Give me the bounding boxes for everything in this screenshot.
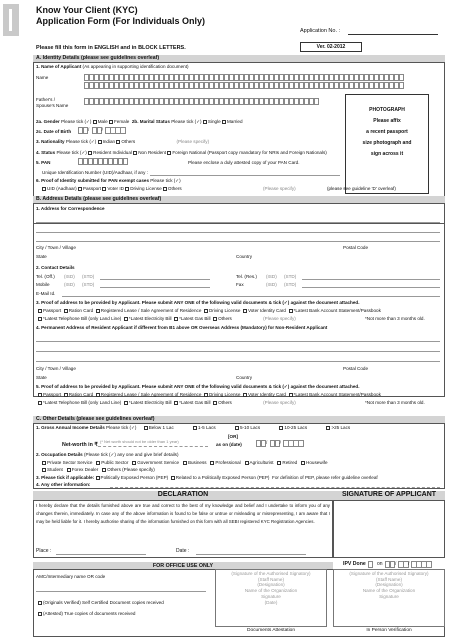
mobile-std: (STD) bbox=[82, 282, 95, 287]
ipv-date-cells[interactable]: / / bbox=[385, 561, 431, 568]
spouse-label: Spouse's Name bbox=[36, 103, 69, 108]
doc5-passport-checkbox[interactable] bbox=[38, 393, 42, 397]
fax-input[interactable] bbox=[302, 287, 440, 288]
ipv-signatory-line: (Signature of the Authorised Signatory) bbox=[349, 571, 429, 576]
signature-box[interactable] bbox=[333, 500, 445, 558]
address-line-3[interactable] bbox=[36, 241, 440, 242]
doc3-gas-checkbox[interactable] bbox=[174, 317, 178, 321]
dob-label: 2c. Date of Birth bbox=[36, 129, 72, 134]
documents-attestation-caption: Documents Attestation bbox=[247, 628, 295, 633]
proof-address-3-row2: *Latest Telephone Bill (only Land Line) *Latest Electricity Bill *Latest Gas Bill Others (Please specify) bbox=[38, 316, 296, 321]
doc5-age-note: *Not more than 3 months old. bbox=[365, 400, 425, 405]
doc5-ration-checkbox[interactable] bbox=[64, 393, 68, 397]
fax-label: Fax bbox=[236, 282, 244, 287]
proof-address-3-row1: Passport Ration Card Registered Lease / Sale Agreement of Residence Driving License Voter Identity Card *Latest Bank Account Statement/Passbook bbox=[38, 308, 381, 313]
mobile-label: Mobile bbox=[36, 282, 50, 287]
marital-single-checkbox[interactable] bbox=[203, 120, 207, 124]
pep-related-checkbox[interactable] bbox=[171, 476, 175, 480]
ipv-designation-line: (Designation) bbox=[375, 582, 403, 588]
country-label: Country bbox=[236, 254, 253, 259]
attest-date-line: (Date) bbox=[264, 599, 278, 605]
perm-country-label: Country bbox=[236, 375, 253, 380]
tel-off-input[interactable] bbox=[100, 279, 210, 280]
name-of-applicant-label: 1. Name of Applicant (As appearing in supporting identification document) bbox=[36, 64, 189, 69]
pan-input-cells[interactable] bbox=[78, 158, 128, 165]
proof-identity-options: UID (Aadhaar) Passport Voter ID Driving License Others (Please specify) (please see guideline 'D' overleaf) bbox=[42, 186, 396, 191]
perm-state-label: State bbox=[36, 375, 47, 380]
version-badge: Ver. 02-2012 bbox=[300, 42, 362, 52]
mobile-input[interactable] bbox=[100, 287, 210, 288]
income-or-label: [OR] bbox=[228, 434, 238, 439]
attest-designation-line: (Designation) bbox=[257, 582, 285, 588]
place-input[interactable] bbox=[56, 554, 146, 555]
perm-postal-label: Postal Code bbox=[343, 366, 369, 371]
form-instruction: Please fill this form in ENGLISH and in BLOCK LETTERS. bbox=[36, 45, 186, 51]
perm-city-label: City / Town / Village bbox=[36, 366, 76, 371]
proof-uid-checkbox[interactable] bbox=[42, 187, 46, 191]
check-originals-row: (Originals Verified) Self Certified Document copies received bbox=[38, 600, 164, 605]
office-use-title: FOR OFFICE USE ONLY bbox=[33, 562, 333, 569]
other-info-label: 4. Any other information: bbox=[36, 482, 91, 487]
networth-input[interactable] bbox=[98, 446, 208, 447]
declaration-text: I hereby declare that the details furnished above are true and correct to the best of my knowledge and belief and I undertake to inform you of any changes therein, immediately. In case any of the above information is found to be false or untrue or misleading or misrepresenting, I am aware that I may be held liable for it. I hereby authorise sharing of the information furnished on this form with all SEBI registered KYC Registration Agencies. bbox=[36, 503, 330, 525]
doc3-driving-checkbox[interactable] bbox=[204, 309, 208, 313]
doc3-telephone-checkbox[interactable] bbox=[38, 317, 42, 321]
ipv-signature-line: Signature bbox=[379, 593, 399, 599]
date-label: Date : bbox=[176, 548, 190, 554]
originals-verified-checkbox[interactable] bbox=[38, 601, 42, 605]
occupation-row2: Student Forex Dealer Others (Please specify) bbox=[42, 467, 155, 472]
doc5-driving-checkbox[interactable] bbox=[204, 393, 208, 397]
fax-isd: (ISD) bbox=[266, 282, 277, 287]
pan-note: Please enclose a duly attested copy of your PAN Card. bbox=[188, 160, 300, 165]
state-label: State bbox=[36, 254, 47, 259]
perm-address-line-1[interactable] bbox=[36, 341, 440, 342]
tel-off-isd: (ISD) bbox=[64, 274, 75, 279]
declaration-title: DECLARATION bbox=[33, 491, 333, 500]
mobile-isd: (ISD) bbox=[64, 282, 75, 287]
occ-others-checkbox[interactable] bbox=[102, 468, 106, 472]
doc3-age-note: *Not more than 3 months old. bbox=[365, 316, 425, 321]
gender-female-checkbox[interactable] bbox=[109, 120, 113, 124]
uid-input[interactable] bbox=[150, 175, 340, 176]
tel-res-input[interactable] bbox=[302, 279, 440, 280]
name-input-cells-2[interactable] bbox=[84, 82, 404, 89]
nationality-row: 3. Nationality Please tick (✓) Indian Others (Please specify) bbox=[36, 139, 210, 144]
pep-checkbox[interactable] bbox=[96, 476, 100, 480]
attested-copies-checkbox[interactable] bbox=[38, 612, 42, 616]
section-b-title: B. Address Details (please see guidelines overleaf) bbox=[33, 196, 445, 203]
permanent-address-label: 4. Permanent Address of Resident Applicant if different from B1 above OR Overseas Address (Mandatory) for Non-Resident Applicant bbox=[36, 325, 328, 330]
occ-public-checkbox[interactable] bbox=[96, 461, 100, 465]
contact-details-label: 2. Contact Details bbox=[36, 265, 75, 270]
status-foreign-checkbox[interactable] bbox=[167, 151, 171, 155]
doc3-bank-checkbox[interactable] bbox=[289, 309, 293, 313]
attest-signatory-line: (Signature of the Authorised Signatory) bbox=[231, 571, 311, 576]
doc3-ration-checkbox[interactable] bbox=[64, 309, 68, 313]
application-no-field[interactable] bbox=[348, 34, 438, 35]
application-no-label: Application No. : bbox=[300, 28, 341, 34]
occ-private-checkbox[interactable] bbox=[42, 461, 46, 465]
doc3-passport-checkbox[interactable] bbox=[38, 309, 42, 313]
amc-input[interactable] bbox=[36, 591, 206, 592]
other-info-input[interactable] bbox=[110, 487, 440, 488]
perm-address-line-3[interactable] bbox=[36, 361, 440, 362]
income-below1-checkbox[interactable] bbox=[144, 426, 148, 430]
signature-title: SIGNATURE OF APPLICANT bbox=[333, 491, 445, 500]
city-label: City / Town / Village bbox=[36, 245, 76, 250]
occ-business-checkbox[interactable] bbox=[183, 461, 187, 465]
occupation-label: 2. Occupation Details (Please tick (✓) any one and give brief details) bbox=[36, 452, 179, 457]
proof-address-5-row2: *Latest Telephone Bill (only Land Line) *Latest Electricity Bill *Latest Gas Bill Others (Please specify) bbox=[38, 400, 296, 405]
photo-label: PHOTOGRAPH bbox=[369, 107, 405, 113]
tel-res-label: Tel. (Res.) bbox=[236, 274, 257, 279]
occupation-row1: Private Sector Service Public Sector Government Service Business Professional Agriculturist Retired Housewife bbox=[42, 460, 328, 465]
in-person-verification-box[interactable] bbox=[333, 569, 445, 627]
ipv-on-label: on bbox=[377, 561, 383, 567]
tel-off-label: Tel. (Off.) bbox=[36, 274, 55, 279]
doc5-bank-checkbox[interactable] bbox=[289, 393, 293, 397]
occ-agriculturist-checkbox[interactable] bbox=[245, 461, 249, 465]
photo-line-5: sign across it bbox=[370, 151, 404, 157]
proof-voterid-checkbox[interactable] bbox=[102, 187, 106, 191]
fax-std: (STD) bbox=[284, 282, 297, 287]
pan-label: 5. PAN bbox=[36, 160, 51, 165]
occ-government-checkbox[interactable] bbox=[132, 461, 136, 465]
doc5-lease-checkbox[interactable] bbox=[96, 393, 100, 397]
postal-code-label: Postal Code bbox=[343, 245, 369, 250]
ipv-done-label: IPV Done bbox=[343, 561, 366, 567]
occ-forex-checkbox[interactable] bbox=[67, 468, 71, 472]
proof-identity-label: 6. Proof of Identity submitted for PAN exempt cases Please tick (✓) bbox=[36, 178, 181, 183]
doc3-lease-checkbox[interactable] bbox=[96, 309, 100, 313]
tel-off-std: (STD) bbox=[82, 274, 95, 279]
email-input[interactable] bbox=[62, 296, 440, 297]
ipv-organization-line: Name of the Organization bbox=[362, 588, 416, 594]
name-field-label: Name bbox=[36, 75, 49, 80]
in-person-verification-caption: In Person Verification bbox=[366, 628, 412, 633]
uid-label: Unique Identification Number (UID)/Aadhaar, if any : bbox=[42, 170, 148, 175]
doc5-electricity-checkbox[interactable] bbox=[124, 401, 128, 405]
nationality-others-checkbox[interactable] bbox=[116, 140, 120, 144]
documents-attestation-box[interactable] bbox=[215, 569, 327, 627]
address-line-2[interactable] bbox=[36, 232, 440, 233]
doc5-voter-checkbox[interactable] bbox=[243, 393, 247, 397]
form-tab-marker bbox=[3, 4, 19, 36]
amc-label: AMC/Intermediary name OR code bbox=[36, 574, 106, 579]
income-1to5-checkbox[interactable] bbox=[193, 426, 197, 430]
occ-professional-checkbox[interactable] bbox=[210, 461, 214, 465]
occ-student-checkbox[interactable] bbox=[42, 468, 46, 472]
occ-retired-checkbox[interactable] bbox=[277, 461, 281, 465]
proof-others-checkbox[interactable] bbox=[163, 187, 167, 191]
status-nonresident-checkbox[interactable] bbox=[133, 151, 137, 155]
doc3-voter-checkbox[interactable] bbox=[243, 309, 247, 313]
pep-row: 3. Please tick if applicable: Politically Exposed Person (PEP) Related to a Politically Exposed Person (PEP) For definition of PEP, please refer guideline overleaf bbox=[36, 475, 378, 480]
income-above25-checkbox[interactable] bbox=[326, 426, 330, 430]
nationality-indian-checkbox[interactable] bbox=[98, 140, 102, 144]
ipv-staff-line: (Staff Name) bbox=[376, 576, 402, 582]
date-input[interactable] bbox=[196, 554, 306, 555]
section-c-title: C. Other Details (please see guidelines overleaf) bbox=[33, 416, 445, 423]
doc3-electricity-checkbox[interactable] bbox=[124, 317, 128, 321]
income-5to10-checkbox[interactable] bbox=[235, 426, 239, 430]
photo-line-4: size photograph and bbox=[362, 140, 412, 146]
check-attested-row: (Attested) True copies of documents received bbox=[38, 611, 135, 616]
proof-address-5-row1: Passport Ration Card Registered Lease / Sale Agreement of Residence Driving License Voter Identity Card *Latest Bank Account Statement/Passbook bbox=[38, 392, 381, 397]
income-10to25-checkbox[interactable] bbox=[279, 426, 283, 430]
perm-address-line-2[interactable] bbox=[36, 351, 440, 352]
gender-male-checkbox[interactable] bbox=[93, 120, 97, 124]
networth-hint: (* Net worth should not be older than 1 year) bbox=[100, 439, 179, 444]
father-label: Father's / bbox=[36, 97, 56, 102]
tel-res-std: (STD) bbox=[284, 274, 297, 279]
proof-passport-checkbox[interactable] bbox=[78, 187, 82, 191]
occ-housewife-checkbox[interactable] bbox=[301, 461, 305, 465]
form-subtitle: Application Form (For Individuals Only) bbox=[36, 16, 206, 26]
networth-as-on-label: as on (date) bbox=[216, 442, 242, 447]
address-correspondence-label: 1. Address for Correspondence bbox=[36, 206, 105, 211]
proof-driving-checkbox[interactable] bbox=[125, 187, 129, 191]
photograph-box bbox=[345, 94, 429, 194]
doc5-gas-checkbox[interactable] bbox=[174, 401, 178, 405]
proof-address-5-label: 5. Proof of address to be provided by Applicant. Please submit ANY ONE of the following valid documents & tick (✓) against the document attached. bbox=[36, 384, 360, 389]
status-row: 4. Status Please tick (✓) Resident Individual Non Resident Foreign National (Passport copy mandatory for NRIs and Foreign Nationals) bbox=[36, 150, 327, 155]
doc5-others-checkbox[interactable] bbox=[213, 401, 217, 405]
place-label: Place : bbox=[36, 548, 52, 554]
networth-label: Net-worth in ₹ bbox=[62, 442, 98, 448]
dob-input-cells[interactable]: / / bbox=[78, 127, 125, 134]
email-label: E-Mail Id. bbox=[36, 291, 56, 296]
marital-married-checkbox[interactable] bbox=[222, 120, 226, 124]
status-resident-checkbox[interactable] bbox=[88, 151, 92, 155]
form-title: Know Your Client (KYC) bbox=[36, 5, 138, 15]
attest-signature-line: Signature bbox=[261, 593, 281, 599]
attest-staff-line: (Staff Name) bbox=[258, 576, 284, 582]
photo-line-3: a recent passport bbox=[366, 129, 408, 135]
gender-row: 2a. Gender Please tick (✓) Male Female 2b. Marital Status Please tick (✓) Single Married bbox=[36, 119, 243, 124]
section-a-title: A. Identity Details (please see guidelines overleaf) bbox=[33, 55, 445, 62]
father-spouse-input-cells[interactable] bbox=[84, 98, 319, 105]
networth-date-cells[interactable]: / / bbox=[256, 440, 303, 447]
photo-line-2: Please affix bbox=[373, 118, 401, 124]
name-input-cells[interactable] bbox=[84, 74, 404, 81]
ipv-checkbox-cell[interactable] bbox=[368, 561, 373, 568]
attest-organization-line: Name of the Organization bbox=[244, 588, 298, 594]
doc3-others-checkbox[interactable] bbox=[213, 317, 217, 321]
tel-res-isd: (ISD) bbox=[266, 274, 277, 279]
proof-address-3-label: 3. Proof of address to be provided by Applicant. Please submit ANY ONE of the following valid documents & tick (✓) against the document attached. bbox=[36, 300, 360, 305]
doc5-telephone-checkbox[interactable] bbox=[38, 401, 42, 405]
income-row: 1. Gross Annual Income Details Please tick (✓) Below 1 Lac 1-5 Lacs 5-10 Lacs 10-25 Lacs >25 Lacs bbox=[36, 425, 351, 430]
address-line-1[interactable] bbox=[36, 222, 440, 223]
